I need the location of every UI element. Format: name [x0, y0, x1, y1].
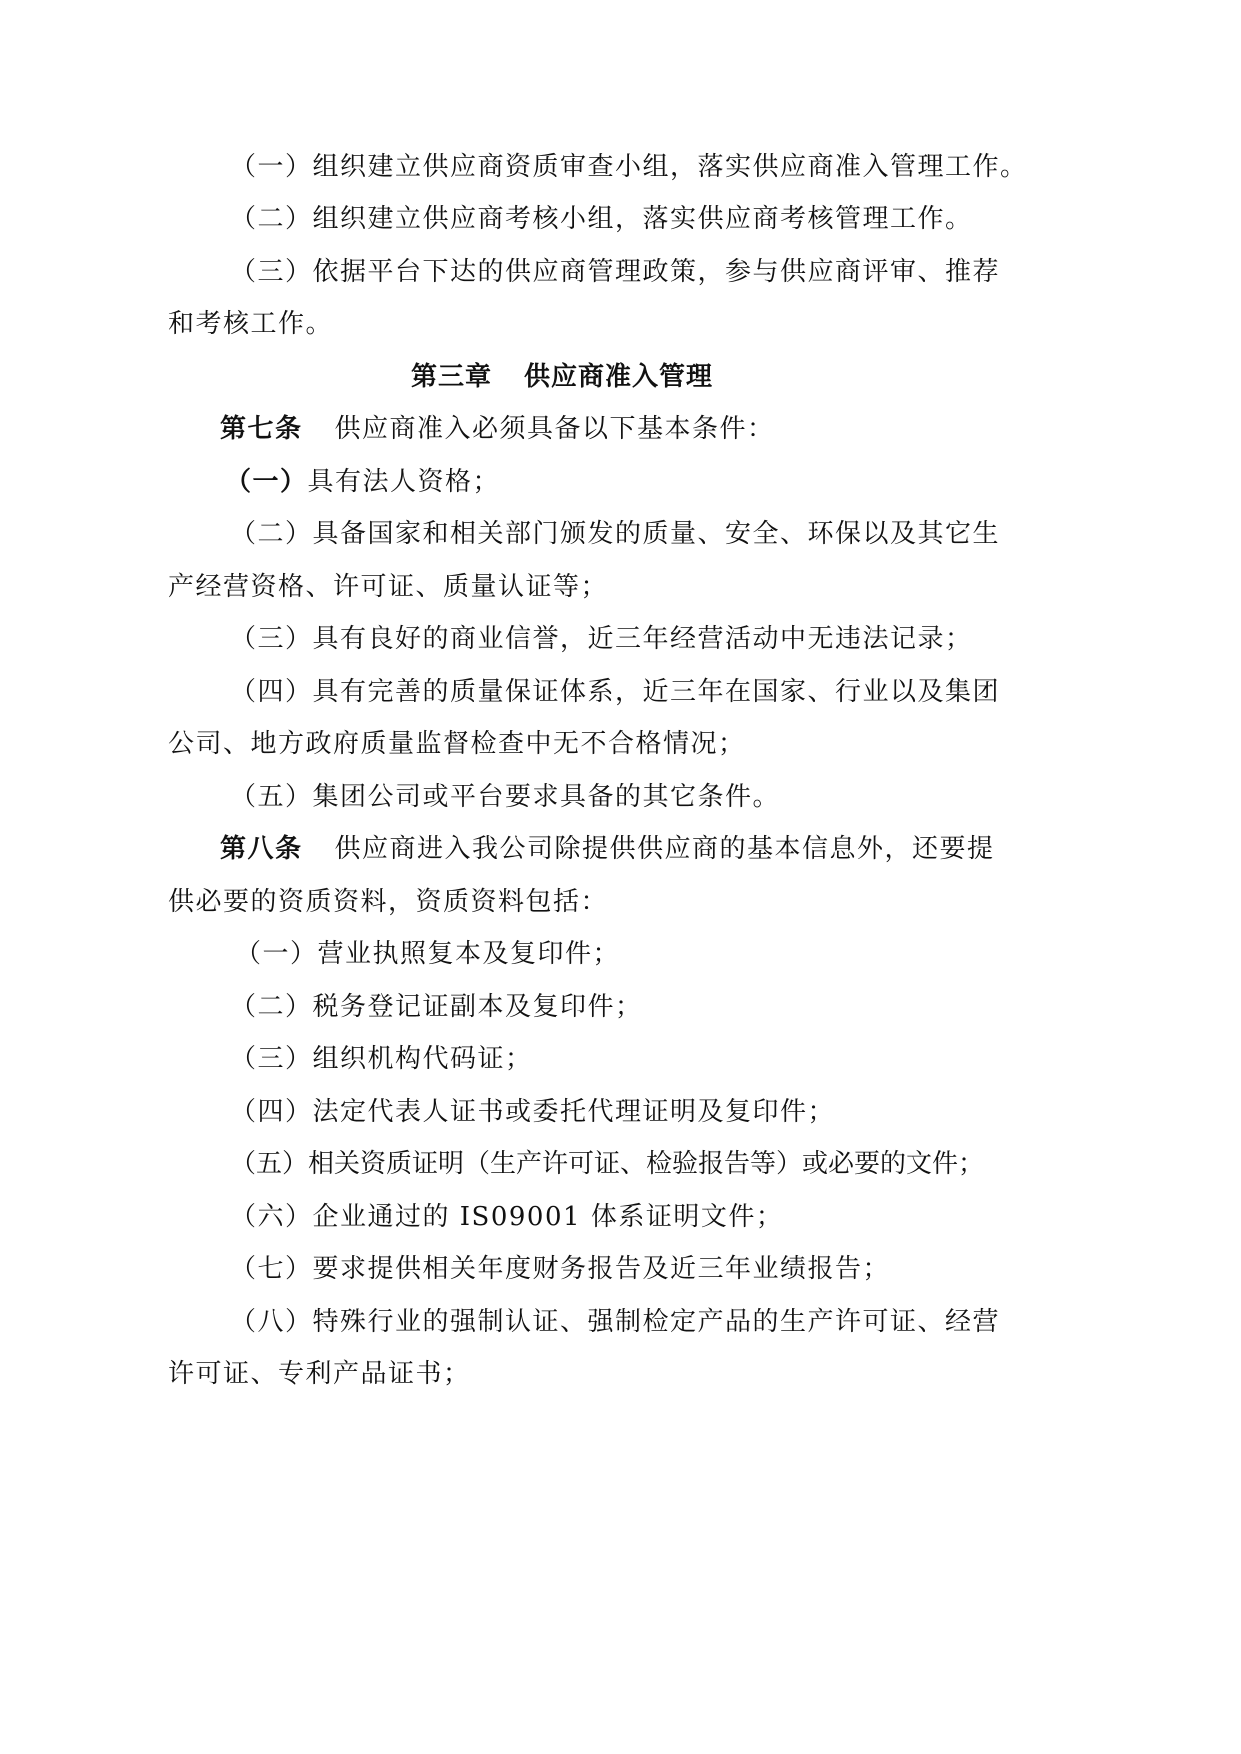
- list-item: （四）法定代表人证书或委托代理证明及复印件；: [230, 1097, 836, 1127]
- paragraph: （一）组织建立供应商资质审查小组，落实供应商准入管理工作。: [230, 152, 1028, 182]
- chapter-number: 第三章: [411, 362, 493, 392]
- list-item: （一）营业执照复本及复印件；: [235, 939, 621, 969]
- article-text: 供应商进入我公司除提供供应商的基本信息外，还要提: [334, 834, 995, 864]
- article-7: [220, 412, 775, 446]
- chapter-heading: [411, 360, 713, 394]
- list-item: （五）集团公司或平台要求具备的其它条件。: [230, 782, 781, 812]
- list-item: （四）具有完善的质量保证体系，近三年在国家、行业以及集团: [230, 677, 1001, 707]
- list-item: （三）组织机构代码证；: [230, 1044, 533, 1074]
- list-item-continuation: 公司、地方政府质量监督检查中无不合格情况；: [168, 729, 746, 759]
- paragraph: （三）依据平台下达的供应商管理政策，参与供应商评审、推荐: [230, 257, 1001, 287]
- item-text: 具有法人资格；: [307, 467, 501, 497]
- list-item: （八）特殊行业的强制认证、强制检定产品的生产许可证、经营: [230, 1307, 1001, 1337]
- item-number: （一）: [225, 467, 308, 497]
- list-item: （七）要求提供相关年度财务报告及近三年业绩报告；: [230, 1254, 891, 1284]
- list-item: （五）相关资质证明（生产许可证、检验报告等）或必要的文件；: [230, 1149, 985, 1179]
- chapter-title: 供应商准入管理: [524, 362, 714, 392]
- article-text: 供应商准入必须具备以下基本条件：: [334, 414, 775, 444]
- list-item: [225, 465, 500, 499]
- paragraph-continuation: 和考核工作。: [168, 309, 334, 339]
- article-text-continuation: 供必要的资质资料，资质资料包括：: [168, 887, 609, 917]
- list-item-continuation: 产经营资格、许可证、质量认证等；: [168, 572, 609, 602]
- list-item: （二）具备国家和相关部门颁发的质量、安全、环保以及其它生: [230, 519, 1001, 549]
- article-label: 第七条: [220, 414, 303, 444]
- article-label: 第八条: [220, 834, 303, 864]
- paragraph: （二）组织建立供应商考核小组，落实供应商考核管理工作。: [230, 204, 973, 234]
- list-item: （六）企业通过的 IS09001 体系证明文件；: [230, 1202, 784, 1232]
- list-item-continuation: 许可证、专利产品证书；: [168, 1359, 471, 1389]
- list-item: （二）税务登记证副本及复印件；: [230, 992, 643, 1022]
- article-8: [220, 832, 995, 866]
- list-item: （三）具有良好的商业信誉，近三年经营活动中无违法记录；: [230, 624, 973, 654]
